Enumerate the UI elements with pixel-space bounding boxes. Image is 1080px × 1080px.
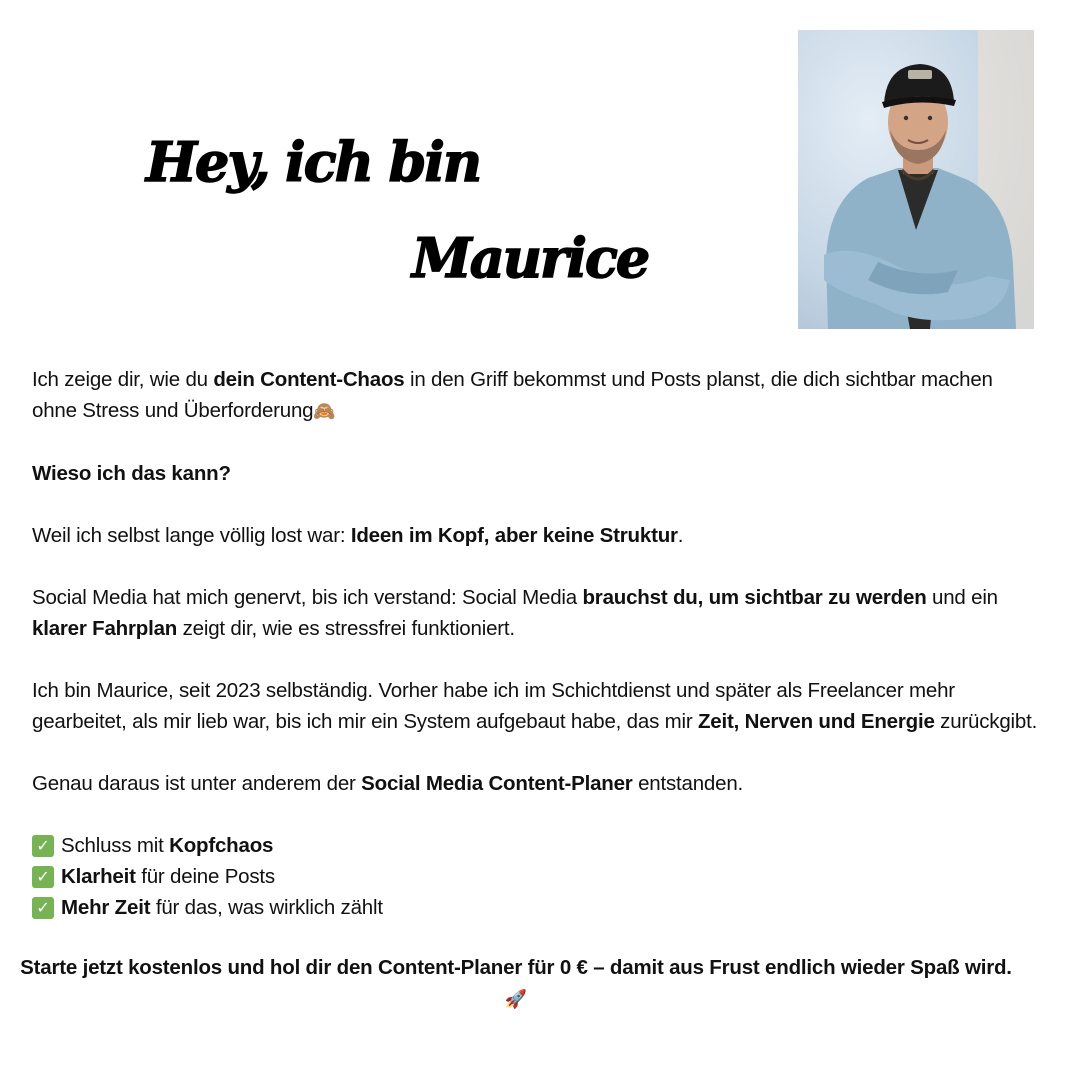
about-paragraph: Ich bin Maurice, seit 2023 selbständig. Vorher habe ich im Schichtdienst und später als Freelancer mehr gearbeitet, als mir lieb war, bis ich mir ein System aufgebaut habe, das mir Zeit, Nerven und Energie zurückgibt.: [32, 679, 1038, 733]
checklist-item: ✓ Klarheit für deine Posts: [32, 861, 1042, 892]
lost-paragraph: Weil ich selbst lange völlig lost war: Ideen im Kopf, aber keine Struktur.: [32, 524, 684, 547]
profile-photo: [798, 30, 1034, 329]
question-heading: Wieso ich das kann?: [32, 462, 231, 485]
intro-paragraph: Ich zeige dir, wie du dein Content-Chaos in den Griff bekommst und Posts planst, die dich sichtbar machen ohne Stress und Überforderung🙈: [32, 368, 993, 422]
social-media-paragraph: Social Media hat mich genervt, bis ich verstand: Social Media brauchst du, um sichtbar zu werden und ein klarer Fahrplan zeigt dir, wie es stressfrei funktioniert.: [32, 586, 998, 640]
rocket-icon: 🚀: [504, 989, 528, 1010]
checklist-item: ✓ Schluss mit Kopfchaos: [32, 830, 1042, 861]
call-to-action: Starte jetzt kostenlos und hol dir den Content-Planer für 0 € – damit aus Frust endlich wieder Spaß wird. 🚀: [20, 956, 1012, 1010]
headline-line-2: Maurice: [412, 226, 649, 291]
benefits-checklist: [32, 830, 1042, 923]
check-mark-icon: ✓: [32, 897, 54, 919]
check-mark-icon: ✓: [32, 866, 54, 888]
planer-paragraph: Genau daraus ist unter anderem der Social Media Content-Planer entstanden.: [32, 772, 744, 795]
check-mark-icon: ✓: [32, 835, 54, 857]
see-no-evil-monkey-icon: 🙈: [313, 401, 336, 422]
bio-content: [20, 364, 1042, 1046]
headline-line-1: Hey, ich bin: [146, 130, 481, 195]
checklist-item: ✓ Mehr Zeit für das, was wirklich zählt: [32, 892, 1042, 923]
